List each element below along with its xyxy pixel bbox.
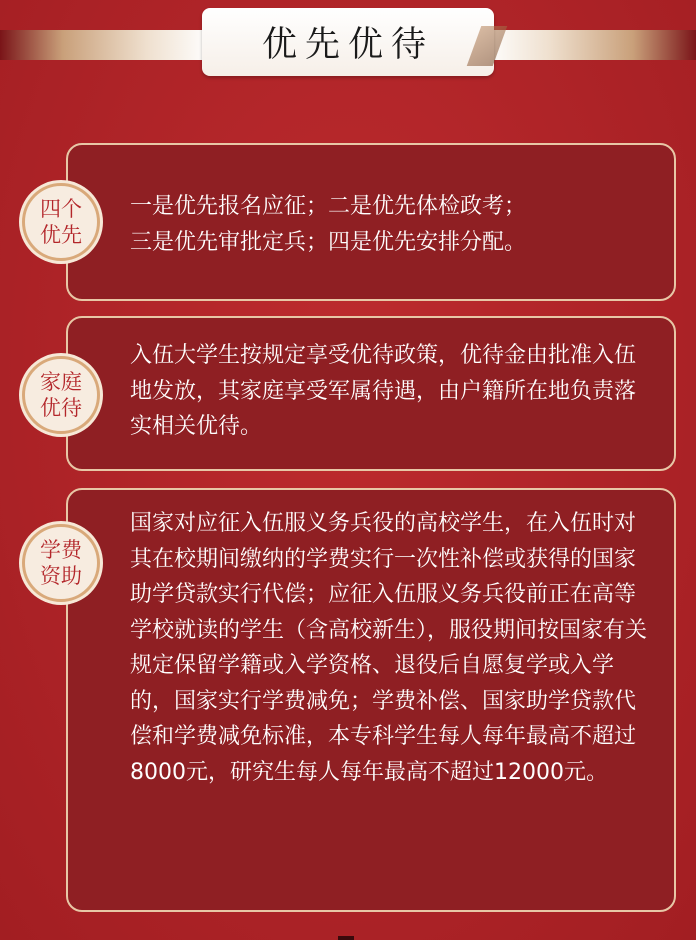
section-text: 国家对应征入伍服义务兵役的高校学生，在入伍时对其在校期间缴纳的学费实行一次性补偿或获得的国家助学贷款实行代偿；应征入伍服义务兵役前正在高等学校就读的学生（含高校新生），服役期间按国家有关规定保留学籍或入学资格、退役后自愿复学或入学的，国家实行学费减免；学费补偿、国家助学贷款代偿和学费减免标准，本专科学生每人每年最高不超过8000元，研究生每人每年最高不超过12000元。 bbox=[130, 511, 648, 785]
section-badge-label: 家庭优待 bbox=[40, 370, 82, 420]
header-title-box bbox=[202, 8, 494, 76]
header-ribbon-left bbox=[0, 30, 210, 60]
section-text: 入伍大学生按规定享受优待政策，优待金由批准入伍地发放，其家庭享受军属待遇，由户籍所在地负责落实相关优待。 bbox=[130, 343, 637, 439]
section-text: 一是优先报名应征；二是优先体检政考； 三是优先审批定兵；四是优先安排分配。 bbox=[130, 194, 527, 255]
section-badge-label: 学费资助 bbox=[40, 538, 82, 588]
section-card-tuition-aid bbox=[66, 488, 676, 912]
page-title: 优先优待 bbox=[261, 25, 434, 65]
section-badge-label: 四个优先 bbox=[40, 197, 82, 247]
section-card-family-benefits bbox=[66, 316, 676, 471]
section-badge bbox=[22, 524, 100, 602]
bottom-decoration bbox=[338, 936, 354, 940]
section-card-four-priorities bbox=[66, 143, 676, 301]
section-badge bbox=[22, 356, 100, 434]
header-ribbon-right bbox=[486, 30, 696, 60]
section-badge bbox=[22, 183, 100, 261]
